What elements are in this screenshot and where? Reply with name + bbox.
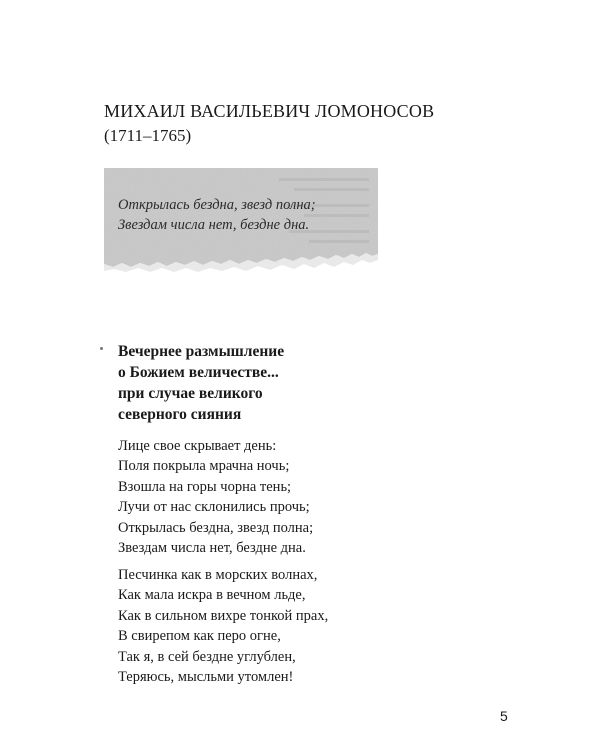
epigraph-box	[104, 168, 378, 272]
author-name: МИХАИЛ ВАСИЛЬЕВИЧ ЛОМОНОСОВ	[104, 101, 435, 121]
poem-line: Как мала искра в вечном льде,	[118, 587, 306, 604]
poem-stanza	[118, 565, 328, 687]
poem-line: В свирепом как перо огне,	[118, 628, 281, 645]
poem-title-line: Вечернее размышление	[118, 343, 285, 360]
epigraph-line: Звездам числа нет, бездне дна.	[118, 217, 310, 233]
poem-line: Так я, в сей бездне углублен,	[118, 648, 296, 665]
epigraph-line: Открылась бездна, звезд полна;	[118, 197, 316, 213]
poem-line: Лице свое скрывает день:	[118, 438, 277, 454]
poem-line: Звездам числа нет, бездне дна.	[118, 540, 306, 557]
poem-title-line: при случае великого	[118, 385, 263, 402]
epigraph-text	[118, 195, 316, 235]
poem-line: Открылась бездна, звезд полна;	[118, 519, 314, 536]
poem-title	[118, 341, 284, 425]
poem-line: Теряюсь, мысльми утомлен!	[118, 669, 294, 686]
bullet-dot	[100, 347, 103, 350]
poem-stanza	[118, 436, 313, 558]
poem-title-line: северного сияния	[118, 406, 242, 423]
poem-line: Как в сильном вихре тонкой прах,	[118, 607, 329, 624]
author-years: (1711–1765)	[104, 126, 192, 145]
poem-title-line: о Божием величестве...	[118, 364, 279, 381]
poem-line: Лучи от нас склонились прочь;	[118, 499, 310, 516]
poem-line: Песчинка как в морских волнах,	[118, 567, 318, 583]
poem-line: Взошла на горы чорна тень;	[118, 478, 292, 495]
page-number: 5	[500, 708, 508, 724]
poem-line: Поля покрыла мрачна ночь;	[118, 458, 290, 475]
